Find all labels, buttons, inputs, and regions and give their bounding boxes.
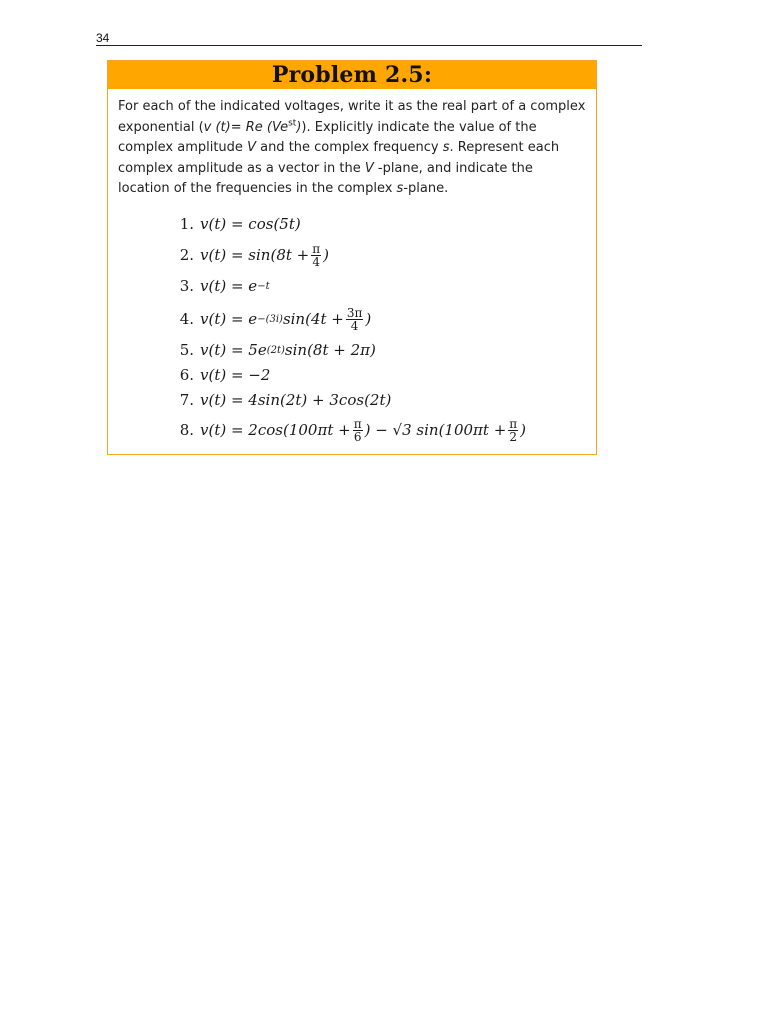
- intro-formula-b: ): [296, 119, 302, 135]
- fraction-numerator: π: [509, 416, 518, 431]
- equation-number: 7.: [179, 391, 194, 409]
- equation-number: 8.: [179, 421, 194, 439]
- equation-text: sin(4t +: [282, 310, 344, 328]
- fraction: [353, 418, 363, 443]
- equation-text: v(t) = sin(8t +: [200, 246, 310, 264]
- equation-item: [170, 387, 590, 413]
- intro-formula-sup: st: [288, 118, 297, 129]
- fraction-numerator: π: [312, 241, 321, 256]
- intro-text-4: . Represent each complex amplitude as a vector in the: [118, 140, 560, 176]
- intro-symbol-v1: V: [247, 140, 256, 155]
- header-rule: [96, 45, 642, 46]
- problem-intro: [118, 97, 588, 200]
- fraction: [346, 307, 364, 332]
- equation-exponent: −t: [257, 280, 270, 292]
- intro-symbol-v2: V: [364, 160, 374, 176]
- equation-item: [170, 271, 590, 301]
- intro-symbol-s1: s: [442, 140, 450, 155]
- equation-number: 5.: [179, 341, 194, 359]
- equation-text: ): [323, 246, 329, 264]
- fraction-denominator: 4: [350, 318, 359, 333]
- equation-item: [170, 337, 590, 363]
- fraction-denominator: 4: [312, 254, 320, 269]
- equation-exponent: −(3i): [257, 313, 283, 325]
- problem-box: [107, 60, 597, 455]
- equation-text: v(t) = e: [200, 310, 258, 328]
- intro-text-3: and the complex frequency: [255, 140, 443, 155]
- intro-text-5: -plane, and indicate the location of the frequencies in the complex: [118, 160, 533, 196]
- equation-text: v(t) = 2cos(100πt +: [200, 421, 351, 439]
- fraction-numerator: 3π: [346, 305, 363, 320]
- equation-text: ): [365, 310, 372, 328]
- problem-title: Problem 2.5:: [271, 62, 433, 88]
- equation-number: 4.: [179, 310, 194, 328]
- fraction-denominator: 6: [353, 429, 362, 444]
- equation-text: ) − √3 sin(100πt +: [364, 421, 507, 439]
- equation-text: v(t) = −2: [200, 366, 271, 384]
- intro-symbol-s2: s: [396, 181, 404, 196]
- equation-text: v(t) = e: [200, 277, 258, 295]
- intro-formula-a: v (t)= Re (Ve: [203, 119, 289, 135]
- equation-item: [170, 239, 590, 271]
- equation-number: 3.: [179, 277, 194, 295]
- equation-item: [170, 301, 590, 337]
- fraction: [508, 418, 518, 443]
- equation-text: ): [520, 421, 527, 439]
- equation-text: v(t) = cos(5t): [200, 215, 301, 233]
- problem-title-bar: [108, 61, 596, 89]
- intro-text-1: For each of the indicated voltages, write it as the real part of a complex exponential (: [118, 99, 586, 135]
- fraction-denominator: 2: [509, 429, 518, 444]
- equation-item: [170, 413, 590, 447]
- page-number: 34: [96, 31, 110, 45]
- intro-text-2: ). Explicitly indicate the value of the complex amplitude: [118, 119, 537, 155]
- equation-text: v(t) = 4sin(2t) + 3cos(2t): [200, 391, 392, 409]
- equation-list: [170, 209, 590, 447]
- equation-exponent: (2t): [266, 344, 285, 356]
- equation-number: 2.: [179, 246, 194, 264]
- intro-text-6: -plane.: [403, 181, 449, 196]
- equation-text: v(t) = 5e: [200, 341, 267, 359]
- equation-text: sin(8t + 2π): [284, 341, 376, 359]
- equation-number: 1.: [179, 215, 194, 233]
- fraction: [311, 243, 321, 268]
- equation-number: 6.: [179, 366, 194, 384]
- fraction-numerator: π: [353, 416, 362, 431]
- equation-item: [170, 209, 590, 239]
- equation-item: [170, 363, 590, 387]
